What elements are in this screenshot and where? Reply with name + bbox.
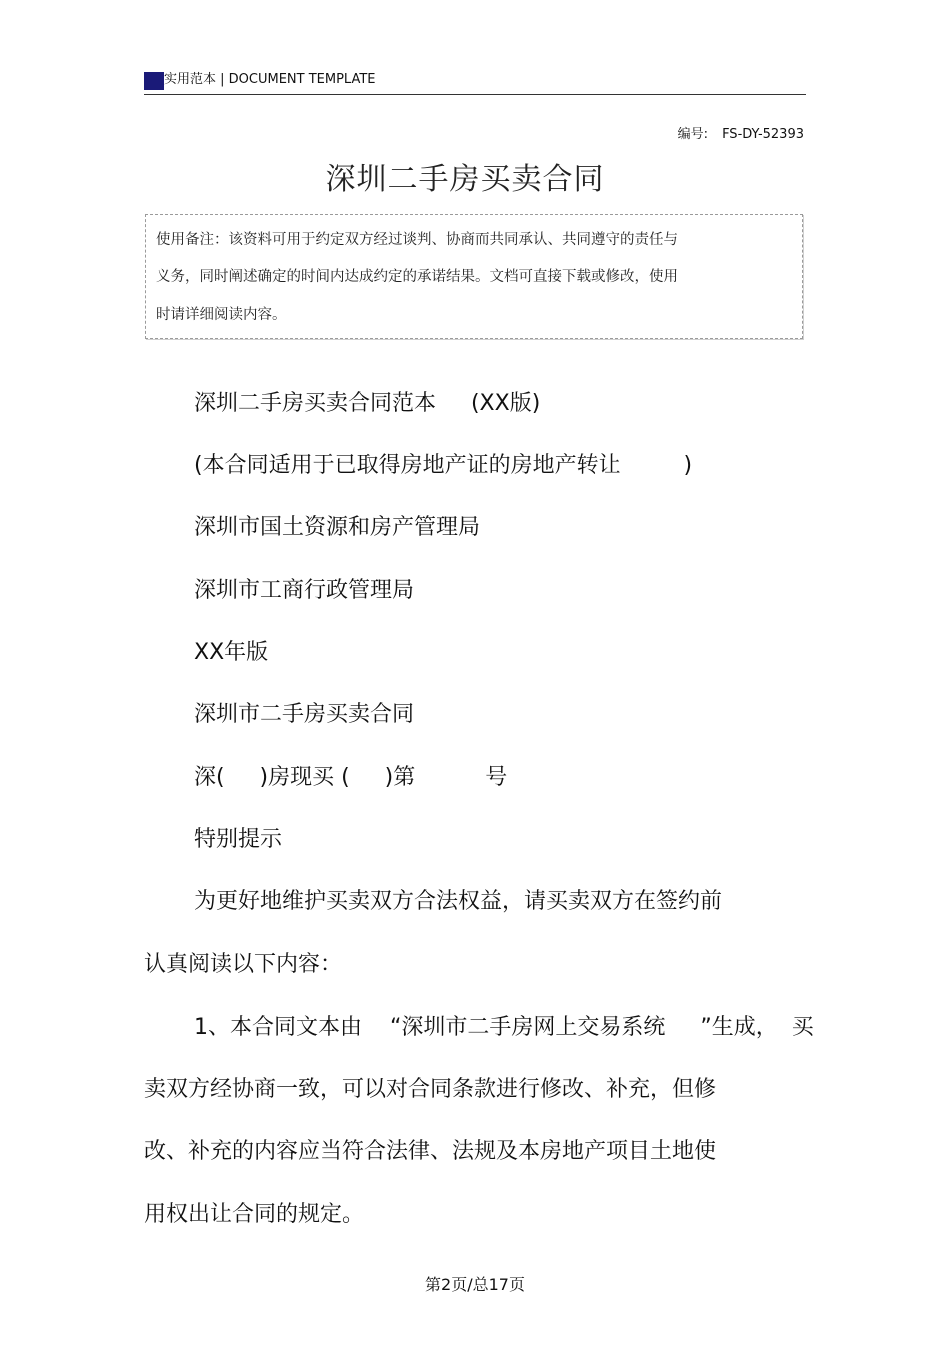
usage-note-box bbox=[145, 214, 803, 339]
body-paragraph-line: 深圳二手房买卖合同范本 (XX版) bbox=[194, 391, 541, 416]
body-paragraph-line: 改、补充的内容应当符合法律、法规及本房地产项目土地使 bbox=[144, 1139, 717, 1164]
usage-note-line: 义务，同时阐述确定的时间内达成约定的承诺结果。文档可直接下载或修改，使用 bbox=[156, 269, 678, 285]
usage-note-line: 时请详细阅读内容。 bbox=[156, 307, 287, 323]
page-footer-number: 第2页/总17页 bbox=[425, 1275, 525, 1294]
header-label: 实用范本 | DOCUMENT TEMPLATE bbox=[164, 72, 376, 87]
document-number-label: 编号: bbox=[677, 127, 709, 142]
body-paragraph-line: 深圳市国土资源和房产管理局 bbox=[194, 515, 481, 540]
body-paragraph-line: 认真阅读以下内容： bbox=[144, 952, 343, 977]
body-paragraph-line: 1、本合同文本由 “深圳市二手房网上交易系统 ”生成， 买 bbox=[194, 1015, 814, 1040]
body-paragraph-line: 深( )房现买 ( )第 号 bbox=[194, 765, 508, 790]
document-title: 深圳二手房买卖合同 bbox=[325, 162, 605, 197]
usage-note-line: 使用备注：该资料可用于约定双方经过谈判、协商而共同承认、共同遵守的责任与 bbox=[156, 232, 678, 248]
body-paragraph-line: 深圳市二手房买卖合同 bbox=[194, 702, 415, 727]
document-header bbox=[144, 68, 806, 95]
document-number-value: FS-DY-52393 bbox=[722, 127, 804, 142]
body-paragraph-line: (本合同适用于已取得房地产证的房地产转让 ) bbox=[194, 453, 693, 478]
body-paragraph-line: 卖双方经协商一致，可以对合同条款进行修改、补充，但修 bbox=[144, 1077, 717, 1102]
document-number bbox=[678, 127, 804, 143]
body-paragraph-line: 深圳市工商行政管理局 bbox=[194, 578, 415, 603]
header-logo-block bbox=[144, 72, 164, 90]
body-paragraph-line: XX年版 bbox=[194, 640, 269, 665]
body-paragraph-line: 特别提示 bbox=[194, 827, 283, 852]
body-paragraph-line: 用权出让合同的规定。 bbox=[144, 1202, 365, 1227]
body-paragraph-line: 为更好地维护买卖双方合法权益，请买卖双方在签约前 bbox=[194, 889, 723, 914]
